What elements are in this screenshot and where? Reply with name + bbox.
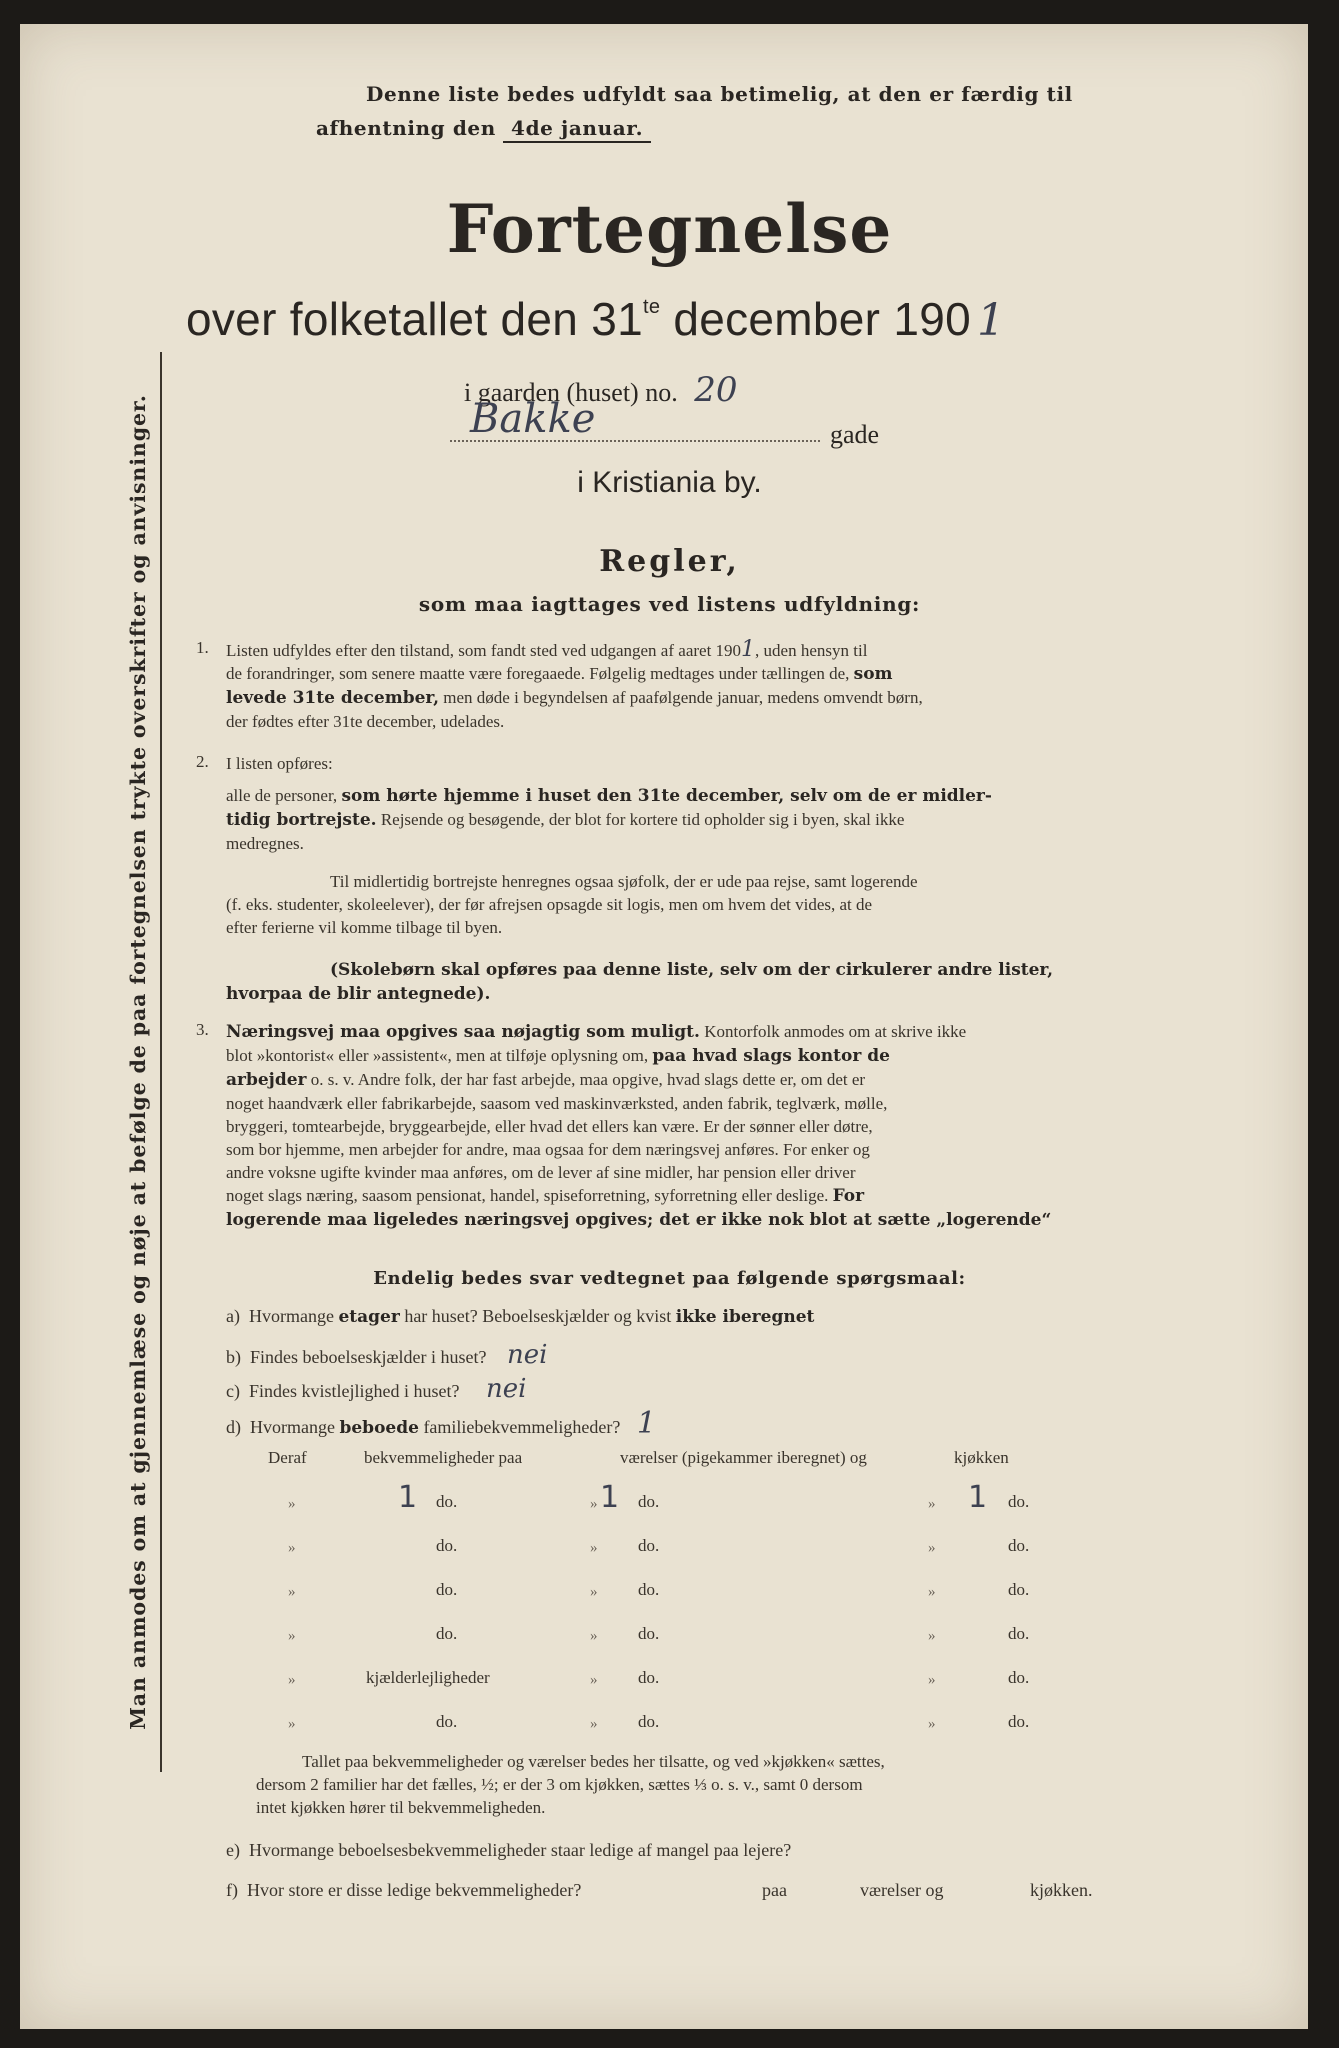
rule-3-text: Næringsvej maa opgives saa nøjagtig som muligt. Kontorfolk anmodes om at skrive ikke blot »kontorist« eller »assistent«, men at tilføje oplysning om, paa hvad slags kontor de arbejder o. s. v. Andre folk, der har fast arbejde, maa opgive, hvad slags dette er, om det er noget haandværk eller fabrikarbejde, saasom ved maskinværksted, anden fabrik, teglværk, mølle, bryggeri, tomtearbejde, bryggearbejde, eller hvad det ellers kan være. Er der sønner eller døtre, som bor hjemme, men arbejder for andre, maa ogsaa for dem næringsvej anføres. For enker og andre voksne ugifte kvinder maa anføres, om de lever af sine midler, har pension eller driver noget slags næring, saasom pensionat, handel, spiseforretning, syforretning eller deslige. For logerende maa ligeledes næringsvej opgives; det er ikke nok blot at sætte „logerende“	[226, 1022, 1052, 1230]
year-digit-handwritten: 1	[977, 295, 1006, 346]
table-header-vaerelser: værelser (pigekammer iberegnet) og	[620, 1448, 867, 1467]
house-number-label: i gaarden (huset) no.	[464, 378, 678, 407]
form-subtitle: over folketallet den $31^{te}$ december 190 1	[186, 293, 1006, 346]
question-b: b) Findes beboelseskjælder i huset? nei	[226, 1340, 548, 1370]
notice-line-2	[316, 116, 651, 140]
rule-2-paragraph-3: (Skolebørn skal opføres paa denne liste, selv om der cirkulerer andre lister, hvorpaa de blir antegnede).	[226, 960, 1054, 1004]
rules-heading: Regler,	[599, 544, 740, 579]
rule-2-intro: I listen opføres:	[226, 754, 333, 773]
row-1-vaer-value: 1	[600, 1480, 620, 1515]
side-instruction-text: Man anmodes om at gjennemlæse og nøje at befølge de paa fortegnelsen trykte overskrifter og anvisninger.	[126, 394, 150, 1730]
rules-subheading: som maa iagttages ved listens udfyldning:	[418, 592, 921, 616]
questions-heading: Endelig bedes svar vedtegnet paa følgende spørgsmaal:	[373, 1268, 966, 1289]
answer-c-handwritten: nei	[485, 1374, 527, 1404]
notice-line-1: Denne liste bedes udfyldt saa betimelig, at den er færdig til	[366, 82, 1073, 106]
question-d: d) Hvormange beboede familiebekvemmeligheder? 1	[226, 1406, 656, 1441]
rule-2-number: 2.	[196, 752, 209, 771]
city-line: i Kristiania by.	[577, 466, 762, 499]
rule-1-year-handwritten: 1	[741, 637, 756, 662]
house-number-value: 20	[694, 370, 738, 410]
gade-label: gade	[830, 420, 880, 449]
rule-3-number: 3.	[196, 1020, 209, 1039]
rule-2-text: alle de personer, som hørte hjemme i huset den 31te december, selv om de er midler- tidig bortrejste. Rejsende og besøgende, der blot for kortere tid opholder sig i byen, skal ikke medregnes.	[226, 786, 992, 853]
question-c: c) Findes kvistlejlighed i huset? nei	[226, 1374, 527, 1404]
table-header-bekvemmeligheder: bekvemmeligheder paa	[364, 1448, 523, 1467]
fractions-note: Tallet paa bekvemmeligheder og værelser bedes her tilsatte, og ved »kjøkken« sættes, dersom 2 familier har det fælles, ½; er der 3 om kjøkken, sættes ⅓ o. s. v., samt 0 dersom intet kjøkken hører til bekvemmeligheden.	[256, 1752, 885, 1817]
row-1-kjok-value: 1	[968, 1480, 988, 1515]
question-a: a) Hvormange etager har huset? Beboelseskjælder og kvist ikke iberegnet	[226, 1306, 815, 1327]
table-header-deraf: Deraf	[268, 1448, 307, 1467]
rule-1-text: Listen udfyldes efter den tilstand, som fandt sted ved udgangen af aaret 1901, uden hensyn til de forandringer, som senere maatte være foregaaede. Følgelig medtages under tællingen de, som levede 31te december, men døde i begyndelsen af paafølgende januar, medens omvendt børn, der fødtes efter 31te december, udelades.	[226, 637, 923, 731]
table-header-kjokken: kjøkken	[954, 1448, 1009, 1467]
answer-b-handwritten: nei	[506, 1340, 548, 1370]
answer-d-handwritten: 1	[636, 1406, 656, 1441]
question-e: e) Hvormange beboelsesbekvemmeligheder staar ledige af mangel paa lejere?	[226, 1840, 792, 1860]
street-name-handwritten: Bakke	[470, 396, 596, 442]
rule-1-number: 1.	[196, 638, 209, 657]
form-title: Fortegnelse	[446, 190, 893, 268]
question-f: f) Hvor store er disse ledige bekvemmeligheder? paa værelser og kjøkken.	[226, 1880, 1093, 1900]
row-1-bekv-value: 1	[398, 1480, 418, 1515]
pickup-date: 4de januar.	[503, 116, 650, 143]
rule-2-paragraph-2: Til midlertidig bortrejste henregnes ogsaa sjøfolk, der er ude paa rejse, samt logerende (f. eks. studenter, skoleelever), der før afrejsen opsagde sit logis, men om hvem det vides, at de efter ferierne vil komme tilbage til byen.	[226, 872, 918, 937]
notice-prefix: afhentning den	[316, 116, 496, 140]
